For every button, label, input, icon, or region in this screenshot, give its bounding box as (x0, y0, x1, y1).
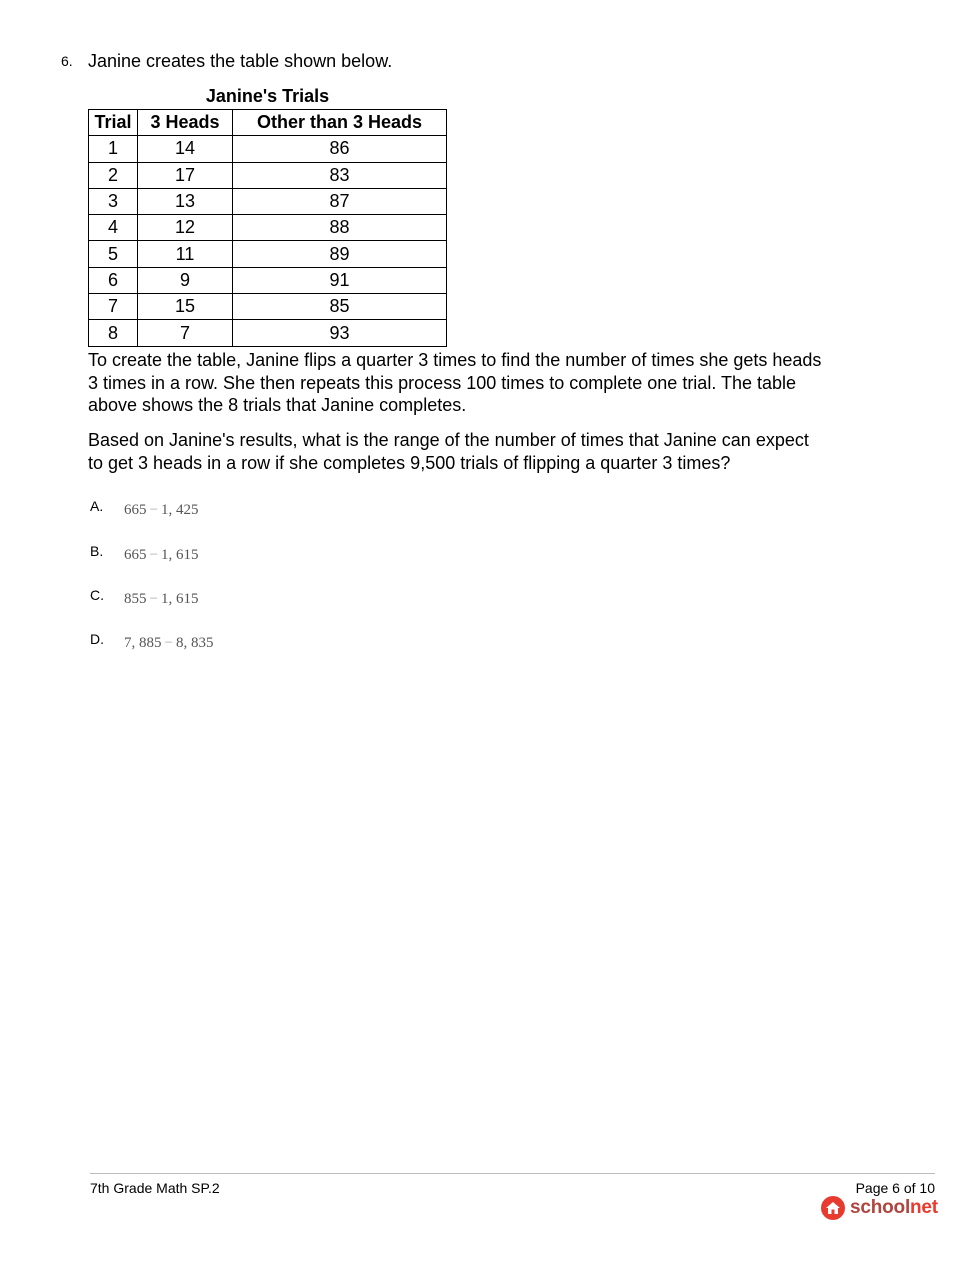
table-cell: 88 (233, 215, 447, 241)
table-cell: 6 (89, 267, 138, 293)
context-paragraph: To create the table, Janine flips a quarter 3 times to find the number of times she gets heads 3 times in a row. She then repeats this process 100 times to complete one trial. The table above shows the 8 trials that Janine completes. (88, 350, 822, 415)
page-number: Page 6 of 10 (855, 1180, 935, 1196)
table-cell: 86 (233, 136, 447, 162)
choice-low: 855 (124, 591, 147, 607)
table-cell: 85 (233, 294, 447, 320)
table-cell: 17 (138, 162, 233, 188)
header-other: Other than 3 Heads (233, 110, 447, 136)
choice-low: 665 (124, 547, 147, 563)
dash-symbol: − (149, 547, 158, 563)
table-cell: 3 (89, 188, 138, 214)
brand-name: schoolnet (850, 1197, 938, 1218)
house-icon (820, 1195, 846, 1221)
table-header-row (89, 110, 447, 136)
table-cell: 13 (138, 188, 233, 214)
choice-high: 1, 615 (160, 547, 199, 563)
footer-divider (90, 1173, 935, 1174)
table-cell: 91 (233, 267, 447, 293)
table-caption: Janine's Trials (205, 86, 330, 106)
table-row (89, 320, 447, 346)
choice-letter: C. (90, 587, 104, 603)
table-cell: 12 (138, 215, 233, 241)
dash-symbol: − (149, 591, 158, 607)
table-cell: 89 (233, 241, 447, 267)
choice-letter: D. (90, 631, 104, 647)
table-cell: 7 (138, 320, 233, 346)
footer-title: 7th Grade Math SP.2 (90, 1180, 220, 1196)
table-cell: 7 (89, 294, 138, 320)
table-cell: 11 (138, 241, 233, 267)
choice-low: 7, 885 (124, 635, 162, 651)
table-row (89, 162, 447, 188)
table-row (89, 188, 447, 214)
dash-symbol: − (164, 635, 173, 651)
table-cell: 83 (233, 162, 447, 188)
table-cell: 15 (138, 294, 233, 320)
table-cell: 5 (89, 241, 138, 267)
choice-high: 1, 425 (160, 502, 199, 518)
table-cell: 87 (233, 188, 447, 214)
header-3-heads: 3 Heads (138, 110, 233, 136)
choice-value (124, 635, 213, 652)
choice-high: 8, 835 (175, 635, 214, 651)
table-cell: 4 (89, 215, 138, 241)
table-row (89, 136, 447, 162)
dash-symbol: − (149, 502, 158, 518)
question-stem: Janine creates the table shown below. (88, 51, 393, 71)
header-trial: Trial (89, 110, 138, 136)
choice-letter: B. (90, 543, 104, 559)
table-cell: 93 (233, 320, 447, 346)
choice-value (124, 591, 198, 608)
trials-table (88, 109, 447, 347)
table-cell: 9 (138, 267, 233, 293)
table-cell: 2 (89, 162, 138, 188)
table-row (89, 241, 447, 267)
question-paragraph: Based on Janine's results, what is the range of the number of times that Janine can expect to get 3 heads in a row if she completes 9,500 trials of flipping a quarter 3 times? (88, 430, 809, 473)
table-row (89, 267, 447, 293)
choice-low: 665 (124, 502, 147, 518)
question-number: 6. (61, 53, 73, 69)
table-cell: 1 (89, 136, 138, 162)
table-cell: 8 (89, 320, 138, 346)
choice-value (124, 547, 198, 564)
table-row (89, 294, 447, 320)
schoolnet-logo (820, 1194, 938, 1222)
choice-value (124, 502, 198, 519)
table-cell: 14 (138, 136, 233, 162)
choice-letter: A. (90, 498, 104, 514)
choice-high: 1, 615 (160, 591, 199, 607)
table-row (89, 215, 447, 241)
